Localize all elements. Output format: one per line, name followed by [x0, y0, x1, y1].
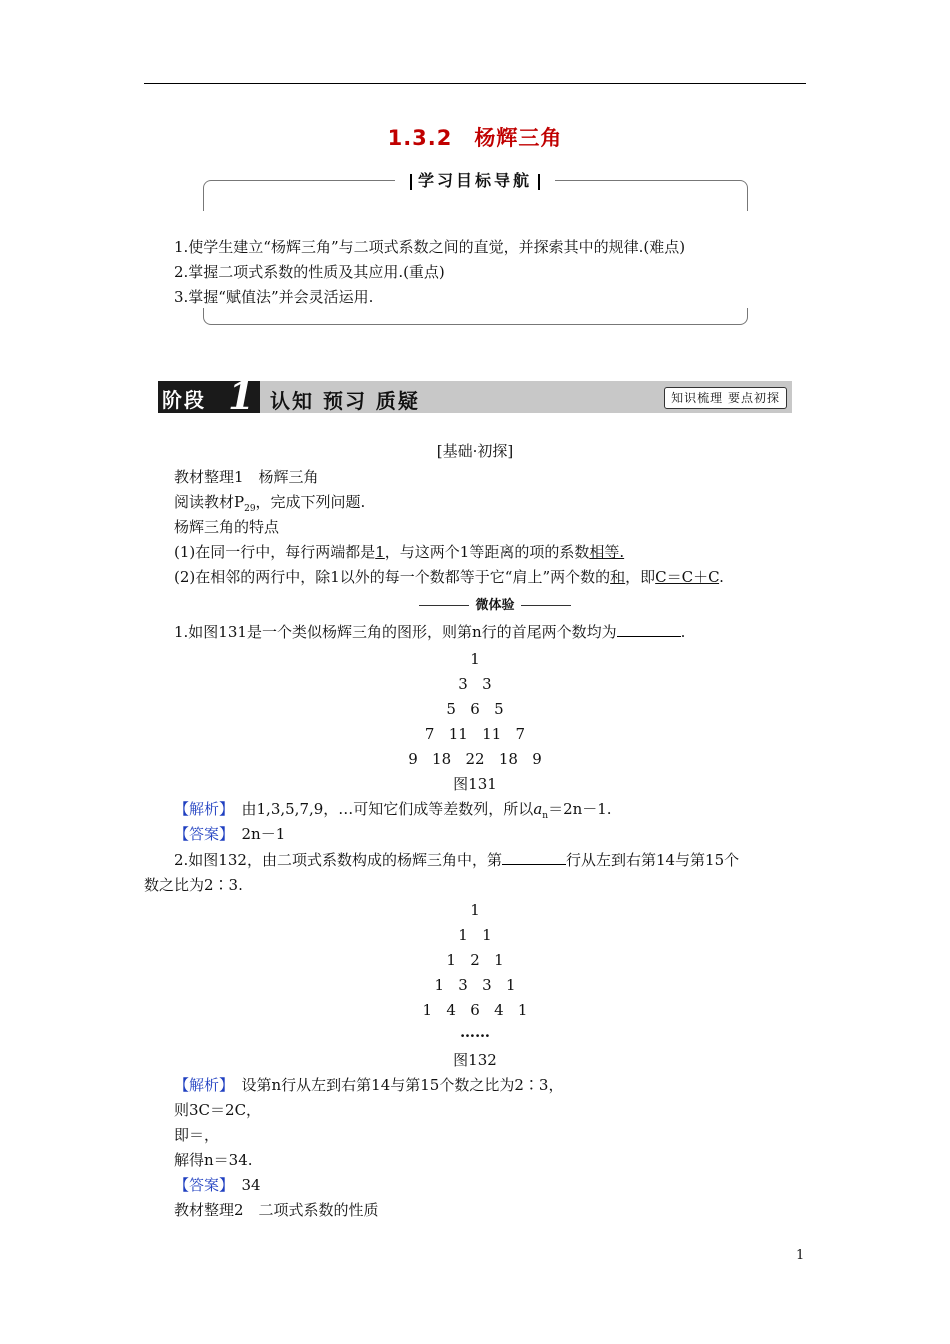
question-2-blank	[502, 850, 566, 865]
question-2-text: 2.如图132，由二项式系数构成的杨辉三角中，第	[174, 851, 502, 869]
question-2-step-2: 即＝，	[174, 1126, 220, 1144]
analysis-text: 由1,3,5,7,9，…可知它们成等差数列，所以	[226, 800, 534, 818]
figure-131-row-1: 1	[470, 650, 480, 668]
stage-number: 1	[228, 373, 255, 418]
feature-2-text: (2)在相邻的两行中，除1以外的每一个数都等于它“肩上”两个数的	[174, 568, 611, 586]
objectives-heading	[395, 169, 555, 193]
feature-2-end: .	[719, 568, 724, 586]
analysis-label: 【解析】	[174, 1076, 227, 1094]
question-1-text: 1.如图131是一个类似杨辉三角的图形，则第n行的首尾两个数均为	[174, 623, 617, 641]
figure-132-row-2: 1 1	[458, 926, 492, 944]
answer-value: 2n－1	[226, 825, 286, 843]
mini-practice-divider	[400, 597, 590, 615]
bar-right	[538, 174, 540, 190]
question-2-text-post: 行从左到右第14与第15个	[565, 851, 740, 869]
question-2-step-1: 则3C＝2C，	[174, 1101, 262, 1119]
question-2-step-3: 解得n＝34.	[174, 1151, 253, 1169]
stage-block	[158, 373, 260, 418]
question-2-line-2: 数之比为2∶3.	[144, 876, 243, 894]
answer-value: 34	[226, 1176, 261, 1194]
features-title: 杨辉三角的特点	[174, 518, 280, 536]
feature-1-answer-a: 1	[375, 543, 385, 561]
question-2-line-1	[174, 850, 739, 870]
stage-title: 认知 预习 质疑	[270, 389, 420, 413]
question-2-answer	[174, 1175, 261, 1195]
objectives-frame-bottom	[203, 308, 748, 325]
feature-1-answer-b: 相等.	[589, 543, 625, 561]
objectives-heading-text: 学习目标导航	[417, 171, 532, 190]
question-1-blank	[617, 622, 681, 637]
feature-1-text-mid: ，与这两个1等距离的项的系数	[384, 543, 590, 561]
figure-131-row-2: 3 3	[458, 675, 492, 693]
feature-2	[174, 567, 724, 587]
question-1-analysis	[174, 799, 612, 826]
question-2-analysis	[174, 1075, 563, 1095]
figure-131-row-4: 7 11 11 7	[424, 725, 526, 743]
section-heading: [基础·初探]	[436, 442, 514, 460]
question-1-end: .	[680, 623, 686, 641]
mini-practice-label: 微体验	[475, 598, 515, 613]
feature-1-text: (1)在同一行中，每行两端都是	[174, 543, 376, 561]
stage-tag: 知识梳理 要点初探	[664, 387, 787, 409]
figure-131-row-5: 9 18 22 18 9	[408, 750, 542, 768]
analysis-subscript: n	[542, 811, 549, 821]
page-number: 1	[796, 1248, 805, 1263]
figure-132-ellipsis: ……	[460, 1023, 490, 1041]
topic-1-title: 教材整理1 杨辉三角	[174, 468, 319, 486]
objective-2: 2.掌握二项式系数的性质及其应用.(重点)	[174, 263, 445, 281]
analysis-text: 设第n行从左到右第14与第15个数之比为2∶3，	[226, 1076, 564, 1094]
reading-pre: 阅读教材P	[174, 493, 245, 511]
stage-word: 阶段	[162, 388, 206, 412]
figure-132-row-4: 1 3 3 1	[434, 976, 516, 994]
question-1	[174, 622, 685, 642]
answer-label: 【答案】	[174, 825, 227, 843]
feature-2-text-mid: ，即	[625, 568, 656, 586]
figure-131-row-3: 5 6 5	[446, 700, 504, 718]
figure-131-caption: 图131	[453, 775, 497, 793]
reading-page-sub: 29	[244, 504, 256, 514]
feature-2-formula: C＝C＋C	[655, 568, 720, 586]
objective-1: 1.使学生建立“杨辉三角”与二项式系数之间的直觉，并探索其中的规律.(难点)	[174, 238, 686, 256]
reading-instruction	[174, 492, 365, 519]
page-title: 1.3.2 杨辉三角	[387, 126, 563, 150]
feature-1	[174, 542, 624, 562]
analysis-result: ＝2n－1.	[548, 800, 612, 818]
reading-post: ，完成下列问题.	[255, 493, 366, 511]
answer-label: 【答案】	[174, 1176, 227, 1194]
header-rule	[144, 83, 806, 84]
figure-132-caption: 图132	[453, 1051, 497, 1069]
question-1-answer	[174, 824, 285, 844]
topic-2-title: 教材整理2 二项式系数的性质	[174, 1201, 379, 1219]
analysis-label: 【解析】	[174, 800, 227, 818]
analysis-variable: a	[533, 800, 543, 818]
figure-132-row-5: 1 4 6 4 1	[422, 1001, 528, 1019]
objective-3: 3.掌握“赋值法”并会灵活运用.	[174, 288, 374, 306]
figure-132-row-3: 1 2 1	[446, 951, 504, 969]
divider-right	[521, 605, 571, 606]
feature-2-answer-a: 和	[610, 568, 626, 586]
divider-left	[419, 605, 469, 606]
bar-left	[410, 174, 412, 190]
stage-banner	[158, 373, 792, 418]
figure-132-row-1: 1	[470, 901, 480, 919]
